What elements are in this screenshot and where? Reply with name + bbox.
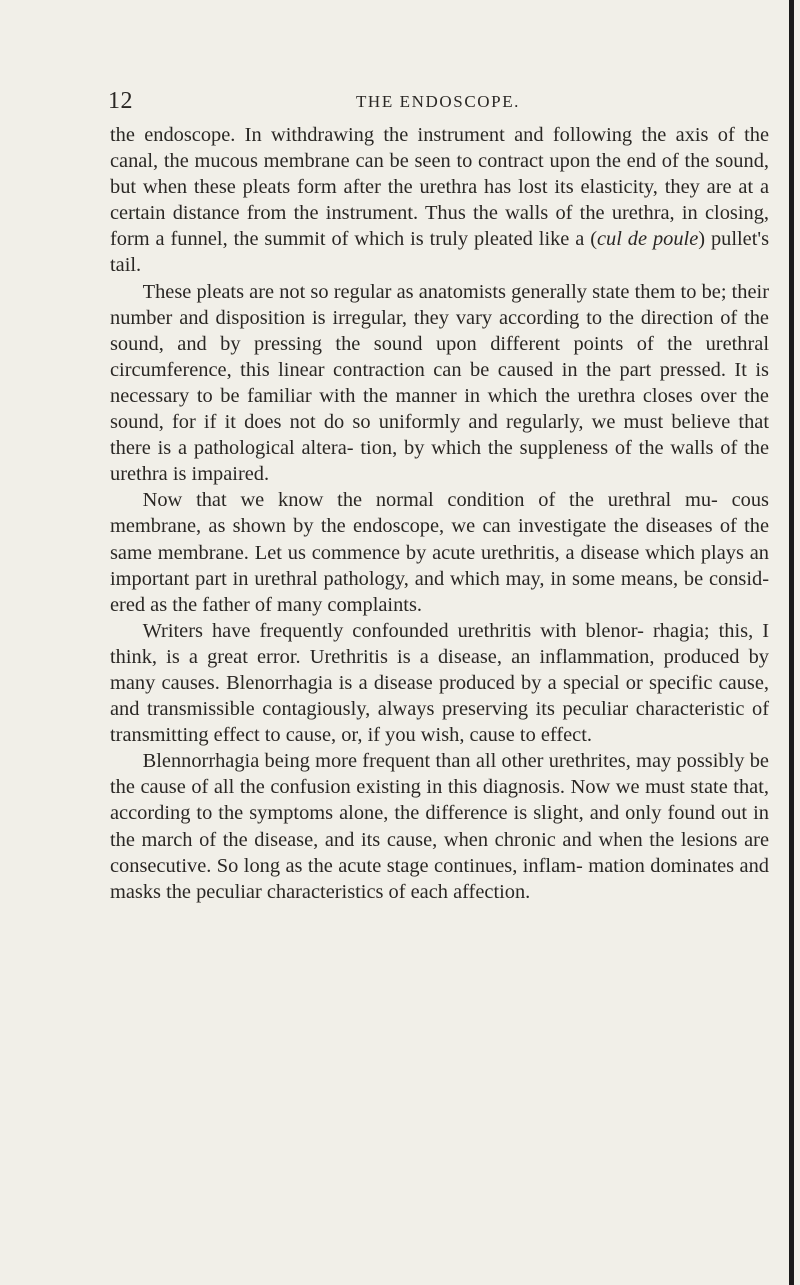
page-header bbox=[108, 88, 768, 118]
paragraph: These pleats are not so regular as anatomists generally state them to be; their number and disposition is irregular, they vary according to the direction of the sound, and by pressing the sound upon different points of the urethral circumference, this linear contraction can be caused in the part pressed. It is necessary to be familiar with the manner in which the urethra closes over the sound, for if it does not do so uniformly and regularly, we must believe that there is a pathological altera- tion, by which the suppleness of the walls of the urethra is impaired. bbox=[110, 280, 769, 486]
paragraph-continued bbox=[110, 122, 769, 279]
page-edge-line bbox=[789, 0, 794, 1285]
paragraph: Now that we know the normal condition of the urethral mu- cous membrane, as shown by the endoscope, we can investigate the diseases of the same membrane. Let us commence by acute urethritis, a disease which plays an important part in urethral pathology, and which may, in some means, be consid- ered as the father of many complaints. bbox=[110, 489, 769, 616]
paragraph-text: the endoscope. In withdrawing the instrument and following the axis of the canal, the mucous membrane can be seen to contract upon the end of the sound, but when these pleats form after the urethra has lost its elasticity, they are at a certain distance from the instrument. Thus the walls of the urethra, in closing, form a funnel, the summit of which is truly pleated like a ( bbox=[110, 124, 769, 251]
running-title: THE ENDOSCOPE. bbox=[355, 92, 521, 111]
paragraph: Blennorrhagia being more frequent than all other urethrites, may possibly be the cause of all the confusion existing in this diagnosis. Now we must state that, according to the symptoms alone, the difference is slight, and only found out in the march of the disease, and its cause, when chronic and when the lesions are consecutive. So long as the acute stage continues, inflam- mation dominates and masks the peculiar characteristics of each affection. bbox=[110, 750, 769, 903]
body-text bbox=[110, 122, 769, 905]
paragraph: Writers have frequently confounded urethritis with blenor- rhagia; this, I think, is a great error. Urethritis is a disease, an inflammation, produced by many causes. Blenorrhagia is a disease produced by a special or specific cause, and transmissible contagiously, always preserving its peculiar characteristic of transmitting effect to cause, or, if you wish, cause to effect. bbox=[110, 619, 769, 747]
page-number: 12 bbox=[108, 88, 133, 114]
italic-phrase: cul de poule bbox=[597, 228, 699, 251]
paragraph-text: ) pullet's tail. bbox=[110, 228, 770, 277]
